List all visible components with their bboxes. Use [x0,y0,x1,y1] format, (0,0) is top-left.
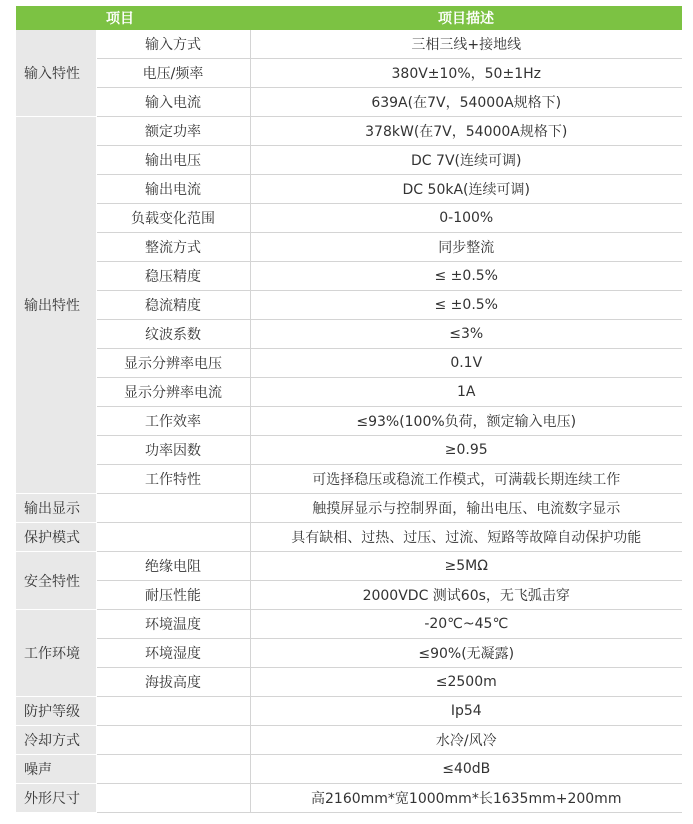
item-cell: 显示分辨率电流 [96,378,250,407]
description-cell: 0.1V [250,349,682,378]
item-cell: 海拔高度 [96,668,250,697]
table-row [16,320,682,349]
table-row [16,726,682,755]
item-cell: 绝缘电阻 [96,552,250,581]
description-cell: 2000VDC 测试60s，无飞弧击穿 [250,581,682,610]
category-cell: 输出显示 [16,494,96,523]
item-cell [96,726,250,755]
table-row [16,581,682,610]
description-cell: -20℃~45℃ [250,610,682,639]
table-row [16,465,682,494]
category-cell: 安全特性 [16,552,96,610]
item-cell: 稳压精度 [96,262,250,291]
item-cell [96,697,250,726]
table-row [16,552,682,581]
category-cell: 外形尺寸 [16,784,96,813]
item-cell: 显示分辨率电压 [96,349,250,378]
item-cell: 稳流精度 [96,291,250,320]
table-row [16,349,682,378]
table-row [16,639,682,668]
item-cell: 工作特性 [96,465,250,494]
item-cell: 环境温度 [96,610,250,639]
description-cell: Ip54 [250,697,682,726]
item-cell: 负载变化范围 [96,204,250,233]
description-cell: 具有缺相、过热、过压、过流、短路等故障自动保护功能 [250,523,682,552]
table-row [16,668,682,697]
table-row [16,88,682,117]
description-cell: 1A [250,378,682,407]
item-cell: 耐压性能 [96,581,250,610]
description-cell: ≤40dB [250,755,682,784]
table-row [16,755,682,784]
item-cell: 输出电流 [96,175,250,204]
table-row [16,262,682,291]
category-cell: 输出特性 [16,117,96,494]
table-row [16,407,682,436]
description-cell: ≤93%(100%负荷，额定输入电压) [250,407,682,436]
table-row [16,436,682,465]
item-cell: 电压/频率 [96,59,250,88]
description-cell: ≤ ±0.5% [250,262,682,291]
header-description: 项目描述 [250,6,682,30]
item-cell: 纹波系数 [96,320,250,349]
item-cell: 额定功率 [96,117,250,146]
item-cell [96,755,250,784]
category-cell: 噪声 [16,755,96,784]
item-cell [96,494,250,523]
category-cell: 保护模式 [16,523,96,552]
description-cell: 378kW(在7V，54000A规格下) [250,117,682,146]
description-cell: ≥5MΩ [250,552,682,581]
description-cell: 0-100% [250,204,682,233]
table-row [16,30,682,59]
item-cell: 整流方式 [96,233,250,262]
table-row [16,117,682,146]
item-cell: 输入方式 [96,30,250,59]
table-row [16,378,682,407]
category-cell: 防护等级 [16,697,96,726]
description-cell: ≤2500m [250,668,682,697]
table-row [16,697,682,726]
item-cell [96,523,250,552]
item-cell: 工作效率 [96,407,250,436]
table-row [16,784,682,813]
item-cell [96,784,250,813]
table-row [16,494,682,523]
table-row [16,175,682,204]
item-cell: 功率因数 [96,436,250,465]
description-cell: DC 7V(连续可调) [250,146,682,175]
category-cell: 输入特性 [16,30,96,117]
table-body [16,30,682,813]
description-cell: 可选择稳压或稳流工作模式，可满载长期连续工作 [250,465,682,494]
category-cell: 工作环境 [16,610,96,697]
table-row [16,291,682,320]
item-cell: 输出电压 [96,146,250,175]
description-cell: 639A(在7V，54000A规格下) [250,88,682,117]
description-cell: 水冷/风冷 [250,726,682,755]
description-cell: ≤90%(无凝露) [250,639,682,668]
header-item: 项目 [16,6,250,30]
description-cell: 380V±10%，50±1Hz [250,59,682,88]
table-header [16,6,682,30]
table-row [16,610,682,639]
table-row [16,523,682,552]
description-cell: ≤3% [250,320,682,349]
table-row [16,233,682,262]
description-cell: DC 50kA(连续可调) [250,175,682,204]
description-cell: 同步整流 [250,233,682,262]
description-cell: ≤ ±0.5% [250,291,682,320]
spec-table [16,6,682,813]
item-cell: 输入电流 [96,88,250,117]
category-cell: 冷却方式 [16,726,96,755]
table-row [16,59,682,88]
description-cell: ≥0.95 [250,436,682,465]
item-cell: 环境湿度 [96,639,250,668]
table-row [16,204,682,233]
description-cell: 高2160mm*宽1000mm*长1635mm+200mm [250,784,682,813]
description-cell: 三相三线+接地线 [250,30,682,59]
description-cell: 触摸屏显示与控制界面，输出电压、电流数字显示 [250,494,682,523]
table-row [16,146,682,175]
